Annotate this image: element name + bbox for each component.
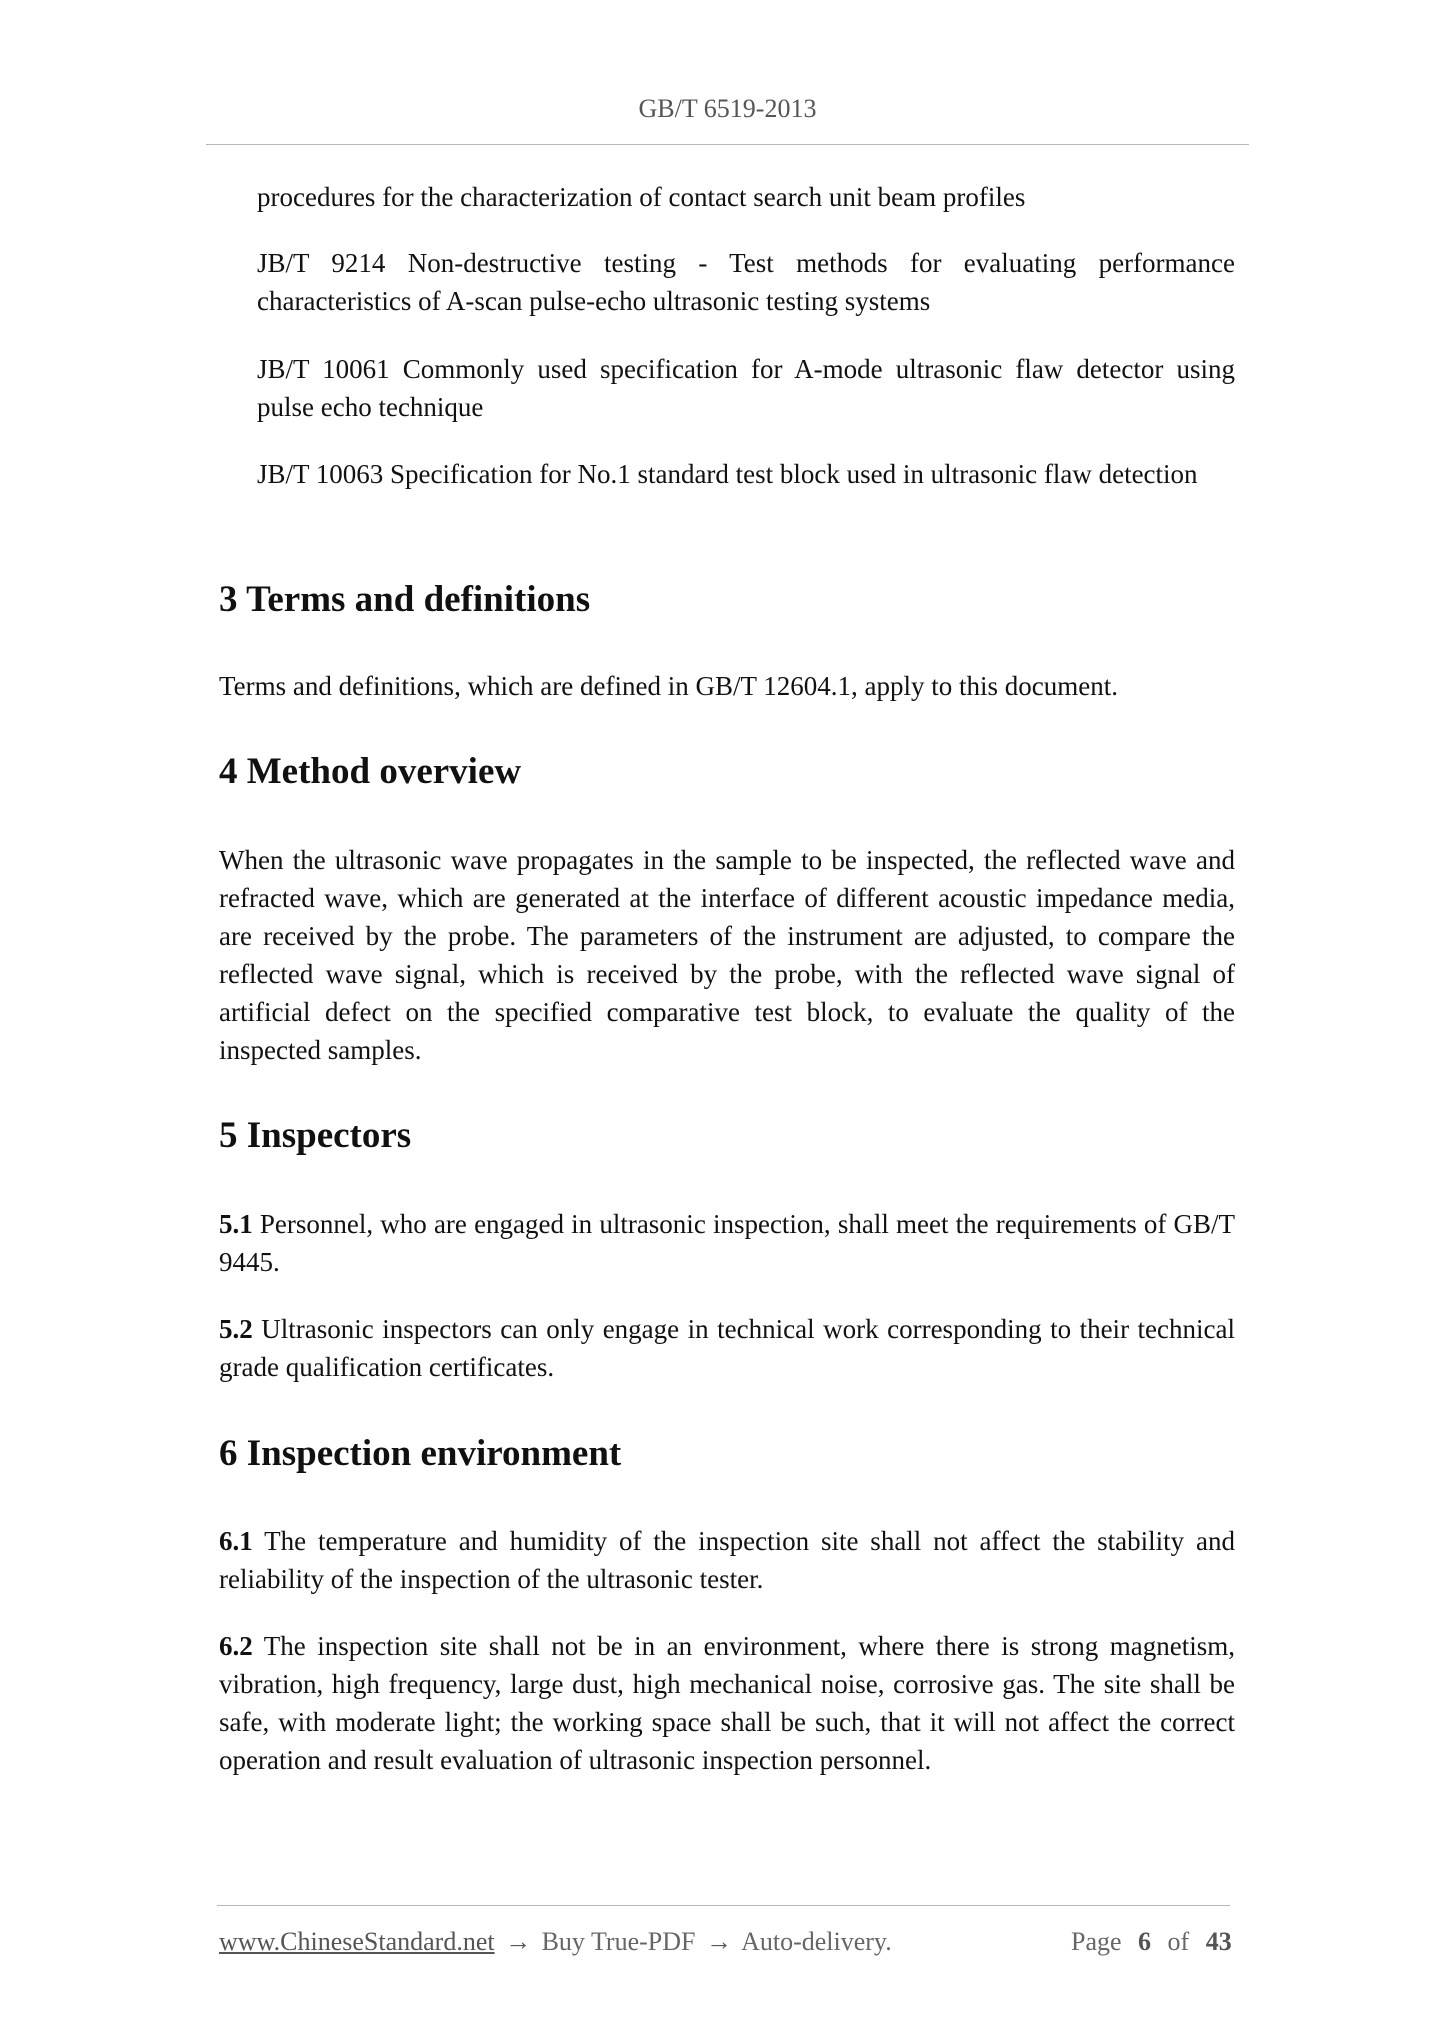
section-4-heading: 4 Method overview (219, 751, 522, 792)
clause-number: 6.2 (219, 1631, 253, 1661)
website-link[interactable]: www.ChineseStandard.net (219, 1927, 495, 1956)
reference-continuation: procedures for the characterization of contact search unit beam profiles (257, 182, 1026, 212)
clause-6-2 (219, 1627, 1235, 1779)
section-3-text: Terms and definitions, which are defined in GB/T 12604.1, apply to this document. (219, 671, 1118, 701)
header-divider (206, 144, 1249, 145)
arrow-right-icon: → (706, 1927, 732, 1956)
clause-text: Personnel, who are engaged in ultrasonic inspection, shall meet the requirements of GB/T 9445. (219, 1209, 1236, 1277)
clause-number: 6.1 (219, 1526, 253, 1556)
clause-text: The temperature and humidity of the inspection site shall not affect the stability and reliability of the inspection of the ultrasonic tester. (219, 1526, 1236, 1594)
section-3-heading: 3 Terms and definitions (219, 579, 591, 620)
section-5-heading: 5 Inspectors (219, 1115, 412, 1156)
page-indicator (1071, 1926, 1232, 1958)
reference-jbt-10063: JB/T 10063 Specification for No.1 standard test block used in ultrasonic flaw detection (257, 459, 1198, 489)
clause-6-1 (219, 1522, 1235, 1598)
clause-5-2 (219, 1310, 1235, 1386)
clause-number: 5.2 (219, 1314, 253, 1344)
of-label: of (1167, 1927, 1190, 1956)
page-label: Page (1071, 1927, 1122, 1956)
arrow-right-icon: → (505, 1927, 532, 1956)
page-number: 6 (1138, 1927, 1152, 1956)
footer-promo (219, 1926, 892, 1958)
reference-jbt-10061: JB/T 10061 Commonly used specification for A-mode ultrasonic flaw detector using pulse echo technique (257, 354, 1235, 422)
footer-divider (217, 1905, 1230, 1906)
auto-delivery-text: Auto-delivery. (741, 1927, 892, 1956)
buy-pdf-text: Buy True-PDF (541, 1927, 696, 1956)
clause-text: The inspection site shall not be in an environment, where there is strong magnetism, vibration, high frequency, large dust, high mechanical noise, corrosive gas. The site shall be safe, with moderate light; the working space shall be such, that it will not affect the correct operation and result evaluation of ultrasonic inspection personnel. (219, 1631, 1235, 1775)
clause-text: Ultrasonic inspectors can only engage in technical work corresponding to their technical grade qualification certificates. (219, 1314, 1235, 1382)
page-total: 43 (1205, 1927, 1232, 1956)
clause-5-1 (219, 1205, 1235, 1281)
document-header-title: GB/T 6519-2013 (638, 94, 817, 123)
section-6-heading: 6 Inspection environment (219, 1433, 622, 1474)
clause-number: 5.1 (219, 1209, 253, 1239)
section-4-text: When the ultrasonic wave propagates in the sample to be inspected, the reflected wave and refracted wave, which are generated at the interface of different acoustic impedance media, are received by the probe. The parameters of the instrument are adjusted, to compare the reflected wave signal, which is received by the probe, with the reflected wave signal of artificial defect on the specified comparative test block, to evaluate the quality of the inspected samples. (219, 845, 1235, 1065)
reference-jbt-9214: JB/T 9214 Non-destructive testing - Test methods for evaluating performance characteristics of A-scan pulse-echo ultrasonic testing systems (257, 248, 1235, 316)
